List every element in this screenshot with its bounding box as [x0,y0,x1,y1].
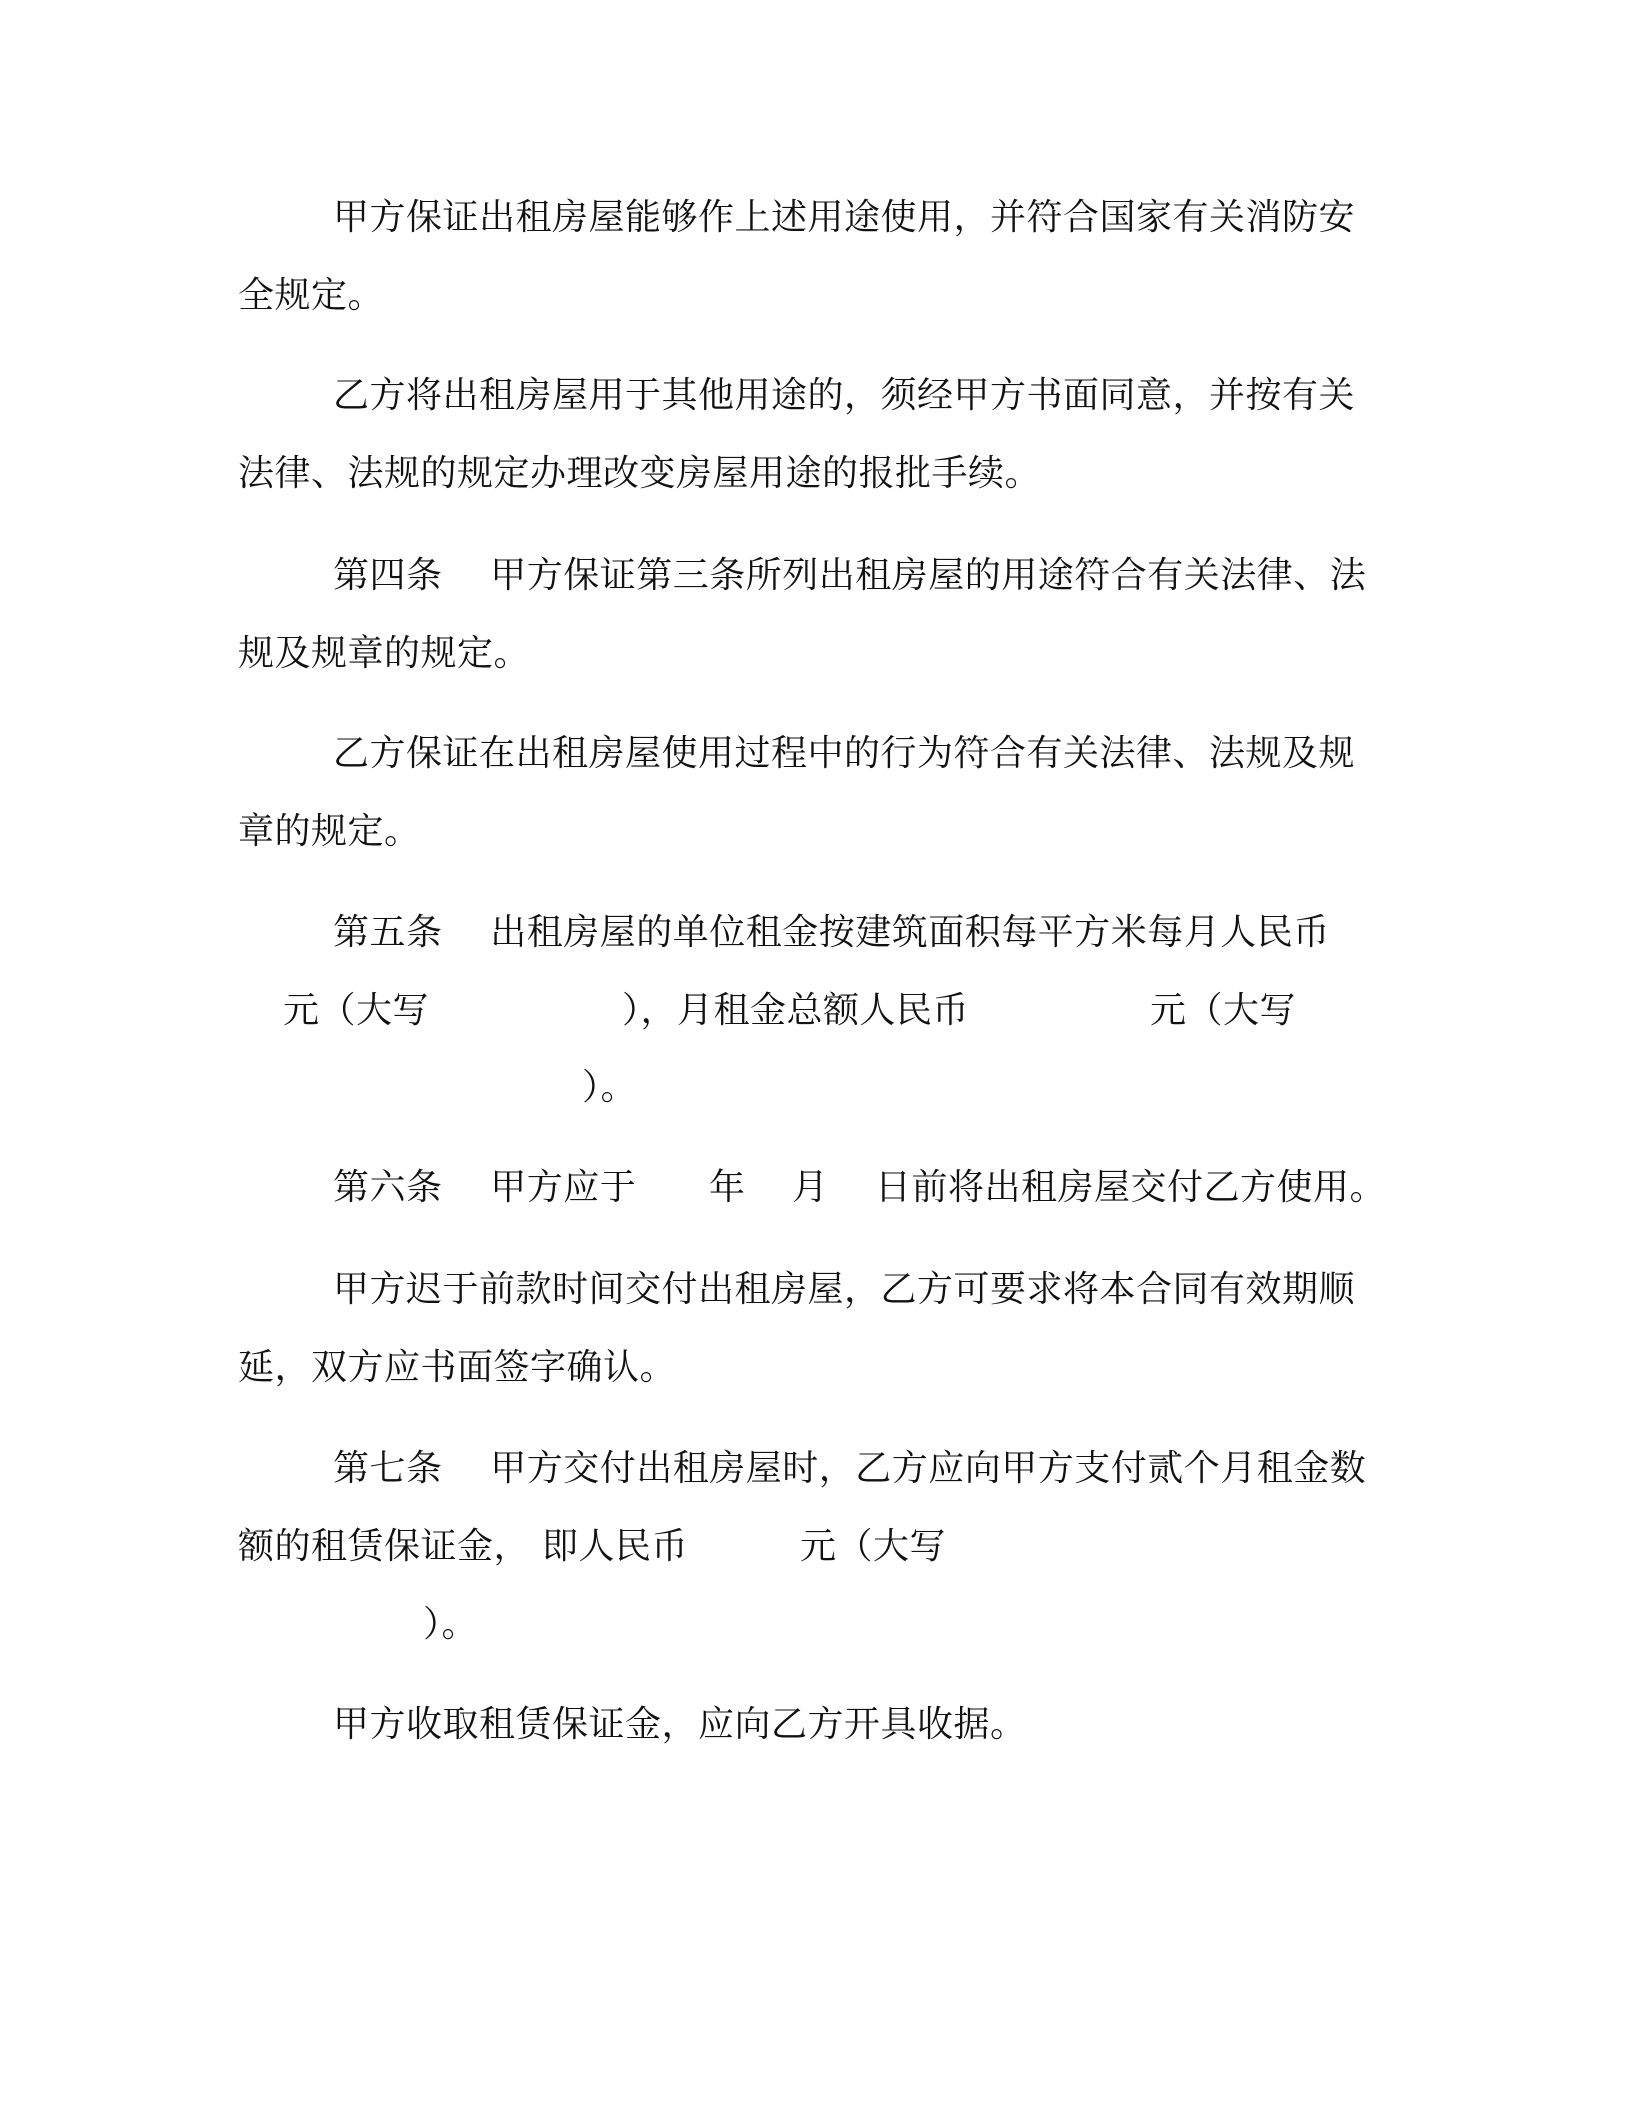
article-7-line: 第七条 甲方交付出租房屋时，乙方应向甲方支付贰个月租金数 [333,1448,1367,1489]
text-fragment: 元（大写 [283,990,430,1031]
text-fragment: 元（大写 [800,1526,947,1567]
article-4-line: 第四条 甲方保证第三条所列出租房屋的用途符合有关法律、法 [333,555,1367,596]
text-line: 乙方将出租房屋用于其他用途的，须经甲方书面同意，并按有关 [333,375,1356,416]
article-5-line: 第五条 出租房屋的单位租金按建筑面积每平方米每月人民币 [333,912,1330,953]
article-6-line: 第六条 甲方应于 [333,1167,637,1208]
text-fragment: ）。 [423,1604,479,1645]
text-fragment: 年 [709,1167,746,1208]
text-line: 甲方保证出租房屋能够作上述用途使用，并符合国家有关消防安 [333,197,1356,238]
text-line: 全规定。 [238,275,385,316]
text-line: 甲方迟于前款时间交付出租房屋，乙方可要求将本合同有效期顺 [333,1269,1356,1310]
text-line: 乙方保证在出租房屋使用过程中的行为符合有关法律、法规及规 [333,733,1356,774]
text-fragment: 月 [792,1167,829,1208]
text-line: 延，双方应书面签字确认。 [238,1347,677,1388]
text-fragment: 额的租赁保证金， 即人民币 [238,1526,688,1567]
text-line: 章的规定。 [238,811,421,852]
text-line: 法律、法规的规定办理改变房屋用途的报批手续。 [238,453,1042,494]
text-line: 甲方收取租赁保证金，应向乙方开具收据。 [333,1704,1027,1745]
text-fragment: ），月租金总额人民币 [622,990,970,1031]
text-fragment: 元（大写 [1150,990,1297,1031]
text-fragment: ）。 [582,1067,638,1108]
text-line: 规及规章的规定。 [238,633,531,674]
text-fragment: 日前将出租房屋交付乙方使用。 [875,1167,1387,1208]
